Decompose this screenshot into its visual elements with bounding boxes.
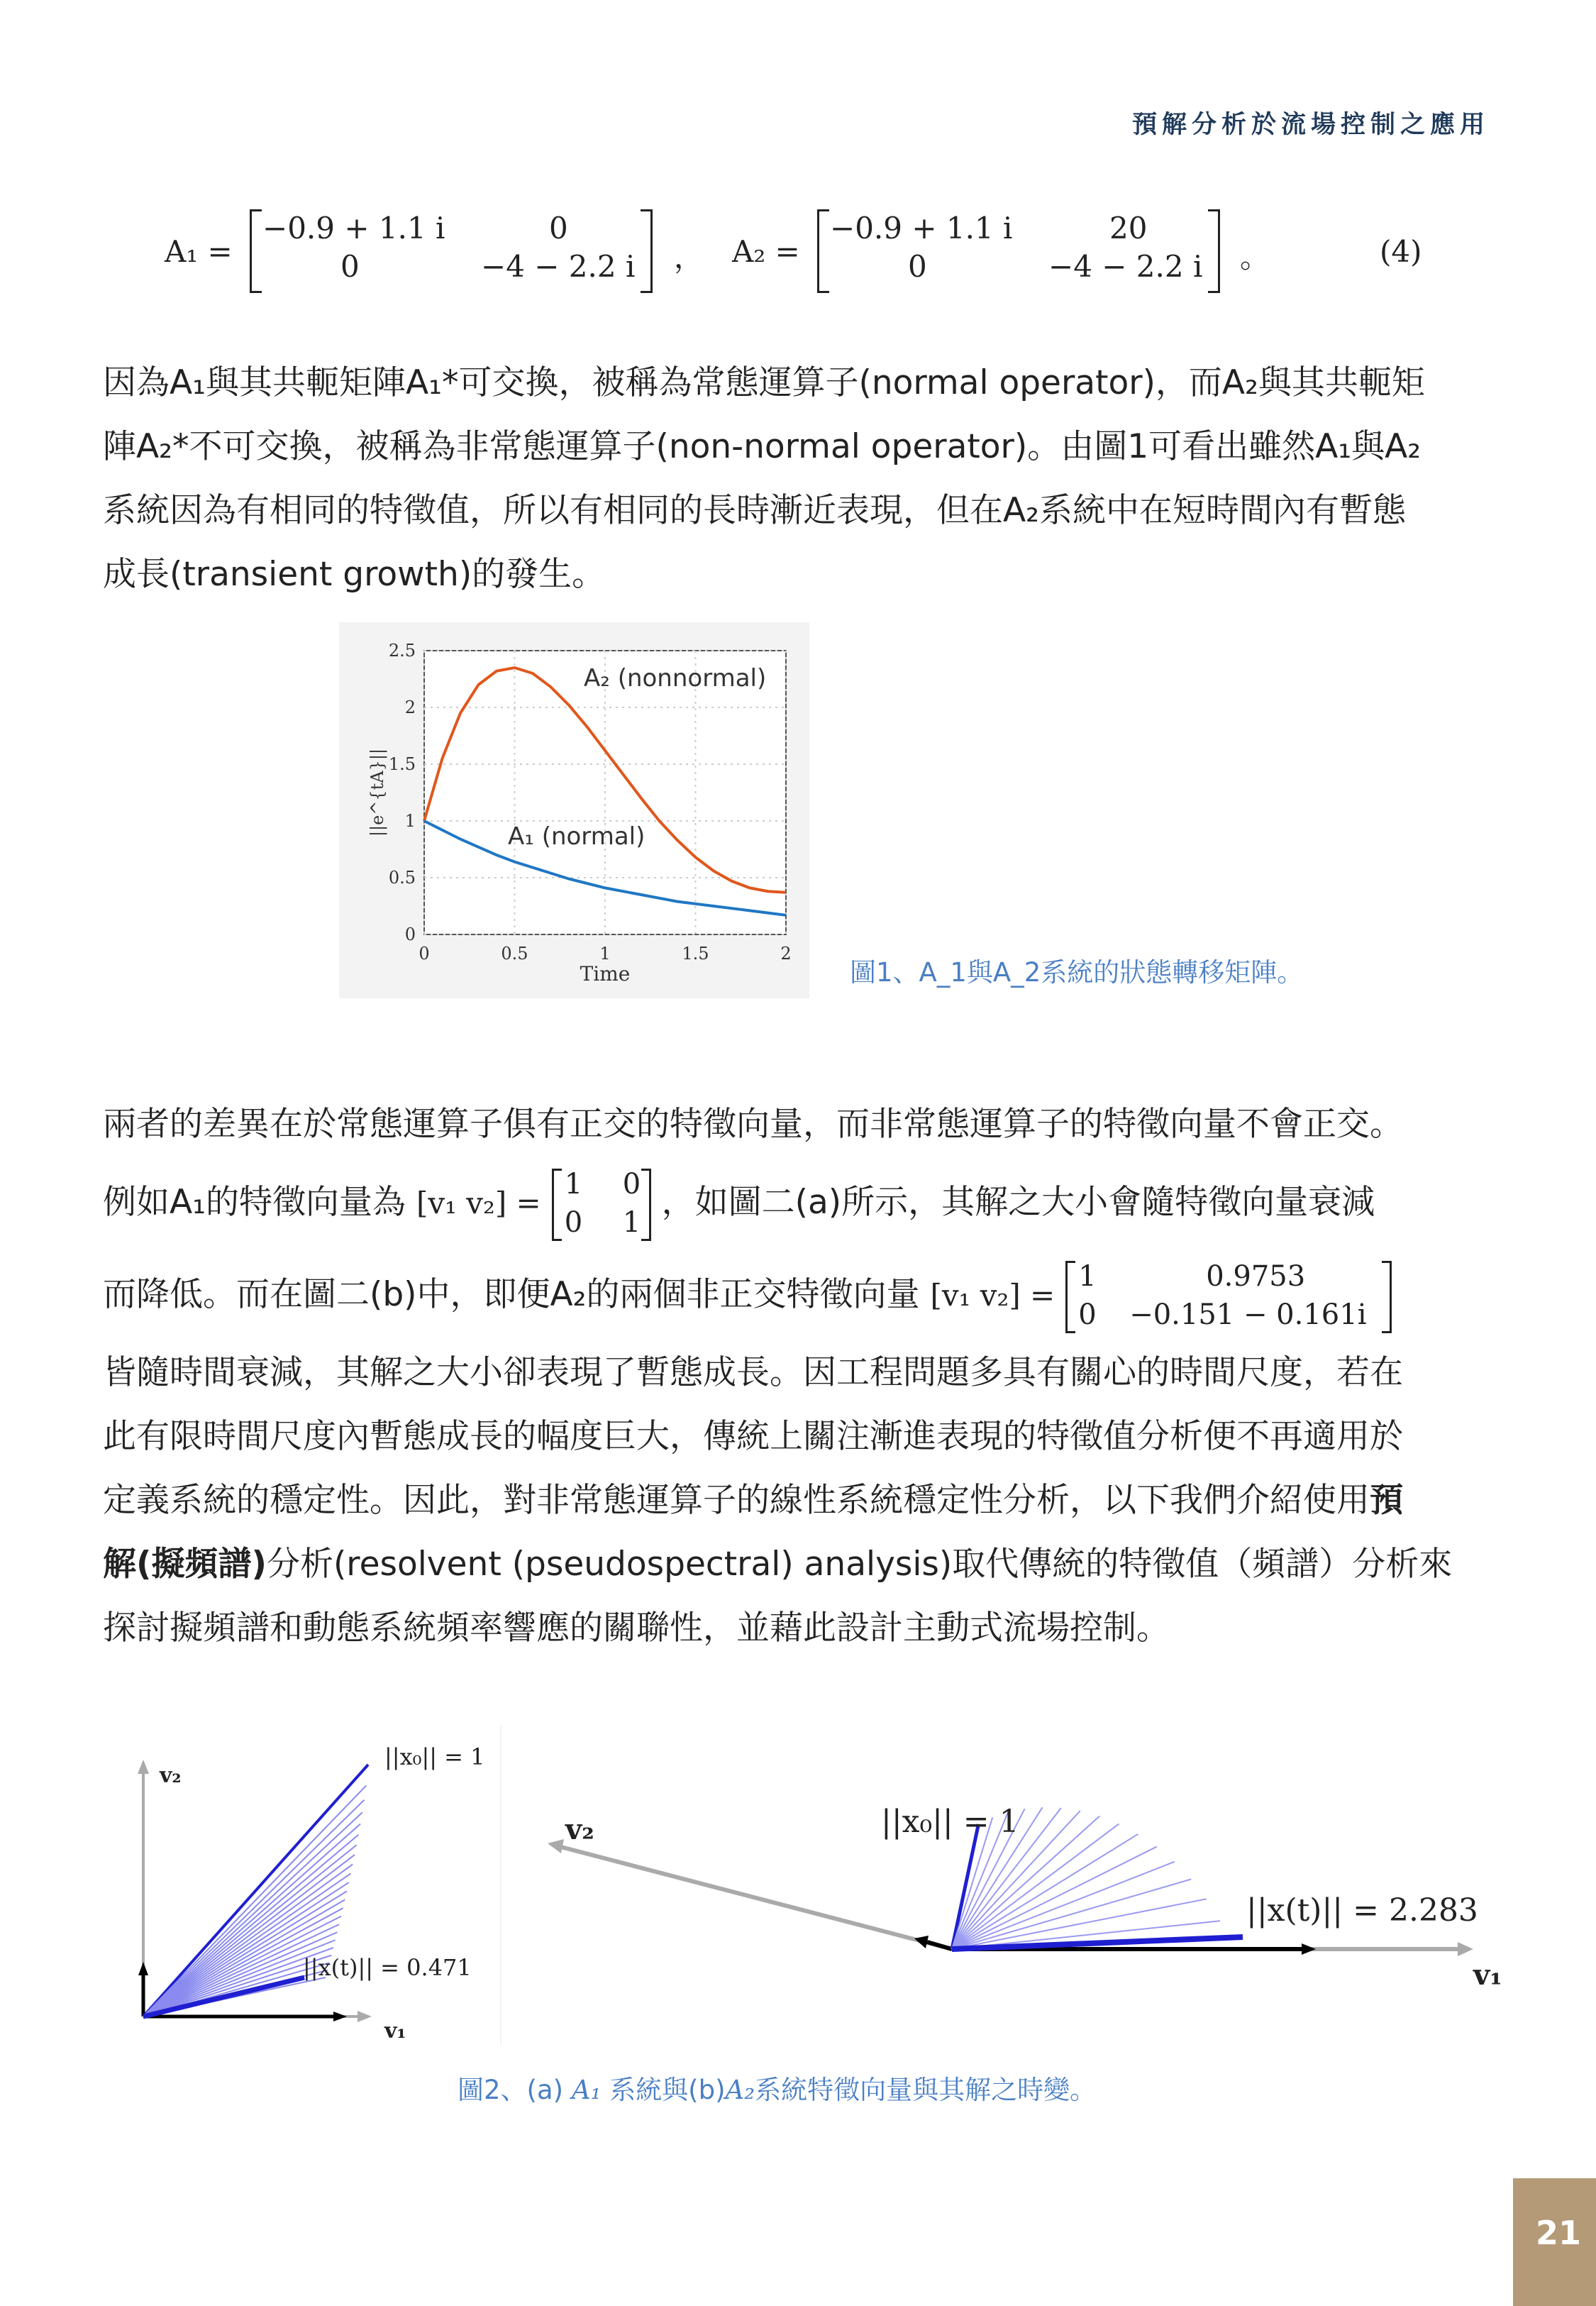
running-head: 預解分析於流場控制之應用 [1131,111,1490,139]
paragraph-2 [103,1093,1500,1660]
figure-2b-panel [501,1726,1532,2045]
x0-norm-label: ||x₀|| = 1 [881,1804,1019,1840]
figure-2-caption: 圖2、(a) A₁ 系統與(b)A₂系統特徵向量與其解之時變。 [458,2075,1097,2105]
x-tick-label: 0 [419,944,430,964]
v1-label: v₁ [384,2019,406,2043]
paragraph-2-line: 兩者的差異在於常態運算子俱有正交的特徵向量，而非常態運算子的特徵向量不會正交。 [103,1105,1403,1144]
figure-2a-diagram [111,1726,501,2045]
x-axis-label: Time [580,962,631,986]
y-tick-label: 0.5 [388,868,416,888]
figure-1 [339,622,809,998]
y-tick-label: 1 [404,811,416,831]
y-tick-label: 2.5 [388,641,416,661]
figure-2 [111,1726,1502,2045]
series-label-a1: A₁ (normal) [508,822,645,851]
paragraph-2-line: 解(擬頻譜)分析(resolvent (pseudospectral) analysis)取代傳統的特徵值（頻譜）分析來 [103,1545,1453,1584]
paragraph-1-line: 陣A₂*不可交換，被稱為非常態運算子(non-normal operator)。由圖1可看出雖然A₁與A₂ [103,427,1422,466]
y-tick-label: 1.5 [388,754,416,774]
v2-label: v₂ [160,1763,182,1788]
paragraph-2-line: 例如A₁的特徵向量為 [v₁ v₂] = 1 0 0 1 ，如圖二(a)所示，其解之大小會隨特徵向量衰減 [103,1157,1500,1249]
paragraph-2-line: 此有限時間尺度內暫態成長的幅度巨大，傳統上關注漸進表現的特徵值分析便不再適用於 [103,1417,1403,1456]
eigvec-matrix-a1: 1 0 0 1 [552,1166,651,1244]
matrix-a1: −0.9 + 1.1 i 0 0 −4 − 2.2 i [250,209,653,289]
equation-lhs-a1: A₁ = [165,234,233,269]
equation-lhs-a2: A₂ = [732,234,800,269]
figure-1-caption: 圖1、A_1與A_2系統的狀態轉移矩陣。 [850,957,1304,988]
x-tick-label: 1 [599,944,611,964]
x-tick-label: 2 [780,944,792,964]
equation-end: 。 [1240,240,1270,275]
eigvec-label: [v₁ v₂] = [930,1278,1055,1313]
paragraph-1 [103,351,1500,607]
x-tick-label: 0.5 [501,944,528,964]
x0-norm-label: ||x₀|| = 1 [384,1743,485,1770]
v1-label: v₁ [1473,1958,1502,1992]
paragraph-2-line: 而降低。而在圖二(b)中，即便A₂的兩個非正交特徵向量 [v₁ v₂] = 1 0.9753 0 −0.151 − 0.161i [103,1249,1500,1341]
x-tick-label: 1.5 [682,944,709,964]
paragraph-1-line: 因為A₁與其共軛矩陣A₁*可交換，被稱為常態運算子(normal operator)，而A₂與其共軛矩 [103,363,1425,402]
xt-norm-label: ||x(t)|| = 2.283 [1246,1892,1478,1929]
eigvec-label: [v₁ v₂] = [416,1186,541,1220]
equation-separator: ， [674,240,704,275]
paragraph-1-line: 系統因為有相同的特徵值，所以有相同的長時漸近表現，但在A₂系統中在短時間內有暫態 [103,491,1406,530]
paragraph-2-line: 定義系統的穩定性。因此，對非常態運算子的線性系統穩定性分析，以下我們介紹使用預 [103,1481,1403,1520]
equation-4 [0,206,1596,298]
paragraph-2-line: 皆隨時間衰減，其解之大小卻表現了暫態成長。因工程問題多具有關心的時間尺度，若在 [103,1353,1403,1392]
paragraph-2-line: 探討擬頻譜和動態系統頻率響應的關聯性，並藉此設計主動式流場控制。 [103,1609,1170,1648]
y-tick-label: 2 [404,697,416,717]
page-number-tab [1513,2178,1596,2306]
equation-number: (4) [1380,234,1422,269]
xt-norm-label: ||x(t)|| = 0.471 [303,1954,472,1981]
page-number: 21 [1536,2214,1582,2252]
paragraph-1-line: 成長(transient growth)的發生。 [103,555,606,594]
matrix-a2: −0.9 + 1.1 i 20 0 −4 − 2.2 i [817,209,1220,289]
figure-1-chart [339,622,809,998]
figure-2b-diagram [501,1726,1532,2045]
y-tick-label: 0 [404,925,416,944]
v2-label: v₂ [565,1813,594,1846]
eigvec-matrix-a2: 1 0.9753 0 −0.151 − 0.161i [1065,1258,1392,1336]
y-axis-label: ||e^{tA}|| [367,748,387,837]
series-label-a2: A₂ (nonnormal) [584,664,767,693]
